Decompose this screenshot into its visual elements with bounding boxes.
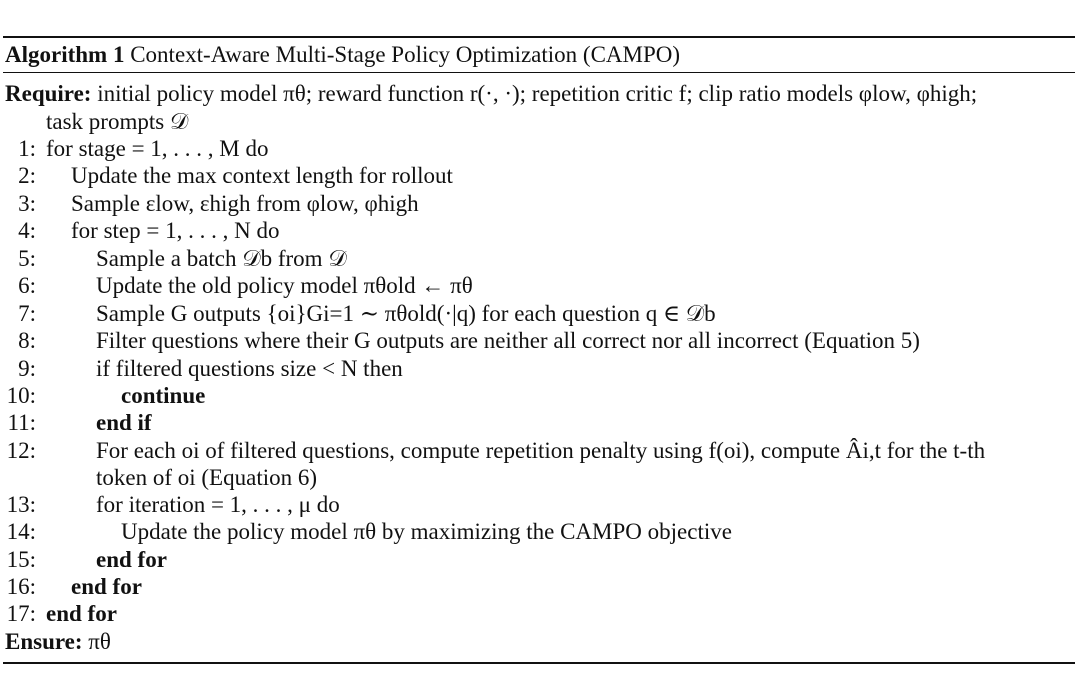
- step-number: 14:: [6, 519, 36, 544]
- step-text: For each oi of filtered questions, compute repetition penalty using f(oi), compute Âi,t for the t-th: [96, 438, 986, 463]
- step-text: end for: [71, 574, 142, 599]
- step-number: 6:: [18, 273, 36, 298]
- ensure-keyword: Ensure:: [5, 629, 83, 654]
- step-number: 5:: [18, 246, 36, 271]
- step-number: 12:: [6, 438, 36, 463]
- step-text: Sample a batch 𝒟b from 𝒟: [96, 246, 347, 271]
- step-text: end for: [96, 547, 167, 572]
- step-text: Filter questions where their G outputs are neither all correct nor all incorrect (Equation 5): [96, 328, 920, 353]
- require-text: initial policy model πθ; reward function r(·, ·); repetition critic f; clip ratio models φlow, φhigh;: [97, 81, 978, 106]
- step-text: Sample G outputs {oi}Gi=1 ∼ πθold(·|q) for each question q ∈ 𝒟b: [96, 301, 716, 326]
- step-number: 10:: [6, 383, 36, 408]
- step-text: for iteration = 1, . . . , μ do: [96, 492, 340, 517]
- step-text: Sample εlow, εhigh from φlow, φhigh: [71, 191, 419, 216]
- step-number: 11:: [7, 410, 36, 435]
- step-number: 8:: [18, 328, 36, 353]
- step-number: 9:: [18, 356, 36, 381]
- bottom-rule: [3, 662, 1075, 664]
- step-number: 16:: [6, 574, 36, 599]
- step-number: 1:: [18, 136, 36, 161]
- caption-rule: [3, 72, 1075, 73]
- step-text: end for: [46, 601, 117, 626]
- algorithm-title: Context-Aware Multi-Stage Policy Optimization (CAMPO): [130, 42, 681, 67]
- step-text: Update the old policy model πθold ← πθ: [96, 273, 473, 298]
- ensure-value: πθ: [88, 629, 111, 654]
- step-number: 17:: [6, 601, 36, 626]
- step-number: 7:: [18, 301, 36, 326]
- step-number: 3:: [18, 191, 36, 216]
- require-text-continued: task prompts 𝒟: [46, 109, 189, 134]
- step-text: for step = 1, . . . , N do: [71, 218, 280, 243]
- step-text: continue: [121, 383, 206, 408]
- step-text: Update the max context length for rollout: [71, 163, 453, 188]
- step-text: token of oi (Equation 6): [96, 465, 318, 490]
- step-text: if filtered questions size < N then: [96, 356, 403, 381]
- algorithm-caption: [5, 38, 680, 72]
- algorithm-label: Algorithm 1: [5, 42, 125, 67]
- step-number: 4:: [18, 218, 36, 243]
- step-text: for stage = 1, . . . , M do: [46, 136, 269, 161]
- step-number: 15:: [6, 547, 36, 572]
- step-number: 13:: [6, 492, 36, 517]
- step-text: end if: [96, 410, 152, 435]
- step-number: 2:: [18, 163, 36, 188]
- step-text: Update the policy model πθ by maximizing the CAMPO objective: [121, 519, 732, 544]
- require-keyword: Require:: [5, 81, 92, 106]
